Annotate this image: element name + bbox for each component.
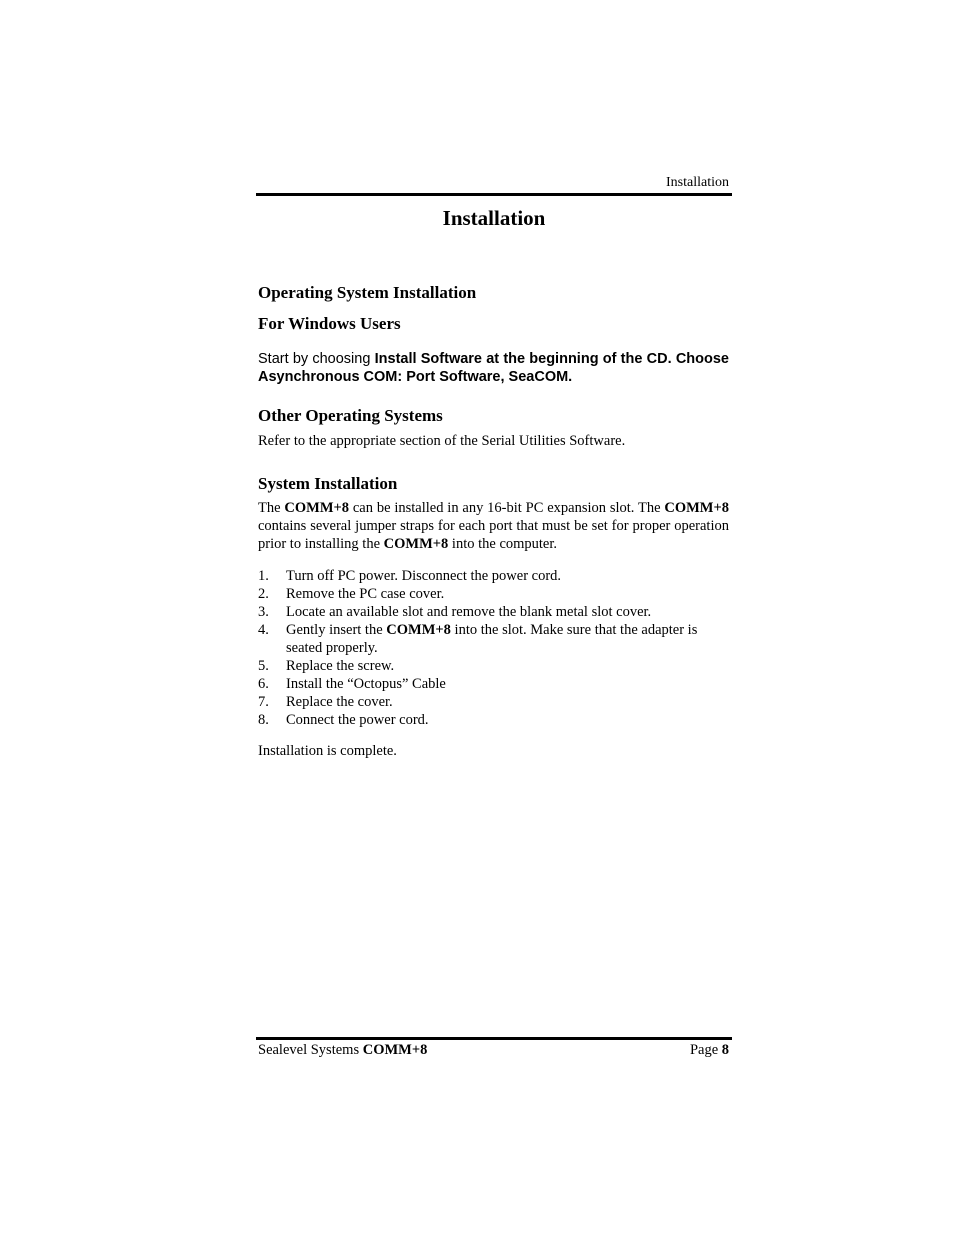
step-number: 4.: [258, 622, 269, 638]
step-text: Replace the cover.: [286, 694, 393, 710]
step-number: 6.: [258, 676, 269, 692]
other-os-heading: Other Operating Systems: [258, 406, 443, 425]
product-name: COMM+8: [386, 622, 451, 638]
step-text: Replace the screw.: [286, 658, 395, 674]
step-number: 1.: [258, 568, 269, 584]
footer-company-name: Sealevel Systems: [258, 1042, 363, 1058]
installation-complete-text: Installation is complete.: [258, 743, 397, 759]
step-number: 8.: [258, 712, 269, 728]
list-item: [258, 693, 729, 711]
para-text-1: The: [258, 500, 285, 516]
step-number: 7.: [258, 694, 269, 710]
windows-bold-text: Install Software at the beginning of the CD. Choose Asynchronous COM: Port Software, SeaCOM.: [258, 351, 729, 385]
list-item: [258, 657, 729, 675]
step-text: Connect the power cord.: [286, 712, 429, 728]
page-label: Page: [689, 1042, 722, 1058]
step-number: 3.: [258, 604, 269, 620]
para-text-2: can be installed in any 16-bit PC expansion slot. The: [349, 500, 665, 516]
footer-rule: [256, 1037, 732, 1040]
step-text: Install the “Octopus” Cable: [286, 676, 446, 692]
list-item: [258, 621, 729, 657]
list-item: [258, 585, 729, 603]
list-item: [258, 675, 729, 693]
step-text: Turn off PC power. Disconnect the power cord.: [286, 568, 562, 584]
step-number: 2.: [258, 586, 269, 602]
product-name-1: COMM+8: [284, 500, 350, 516]
header-rule: [256, 193, 732, 196]
system-install-paragraph: [258, 499, 729, 553]
system-install-heading: System Installation: [258, 474, 398, 493]
page-number: 8: [721, 1042, 729, 1058]
page-title: Installation: [442, 206, 546, 230]
os-install-heading: Operating System Installation: [258, 283, 477, 302]
step-text-continued: into the slot. Make sure that the adapter is seated properly.: [286, 622, 698, 656]
windows-lead-text: Start by choosing: [258, 351, 375, 367]
para-text-3: contains several jumper straps for each port that must be set for proper operation prior to installing the: [258, 518, 729, 552]
list-item: [258, 603, 729, 621]
step-text: Remove the PC case cover.: [286, 586, 445, 602]
product-name-3: COMM+8: [383, 536, 449, 552]
list-item: [258, 711, 729, 729]
para-text-4: into the computer.: [448, 536, 558, 552]
running-header: Installation: [666, 175, 729, 190]
other-os-text: Refer to the appropriate section of the Serial Utilities Software.: [258, 433, 626, 449]
step-number: 5.: [258, 658, 269, 674]
product-name-2: COMM+8: [664, 500, 730, 516]
windows-instructions: [258, 350, 729, 386]
step-text: Gently insert the: [286, 622, 387, 638]
list-item: [258, 567, 729, 585]
install-steps-list: [258, 567, 729, 729]
step-text: Locate an available slot and remove the blank metal slot cover.: [286, 604, 652, 620]
footer-page: [690, 1042, 729, 1059]
footer-product-name: COMM+8: [362, 1042, 428, 1058]
windows-users-heading: For Windows Users: [258, 314, 401, 333]
footer-company: [258, 1042, 427, 1059]
